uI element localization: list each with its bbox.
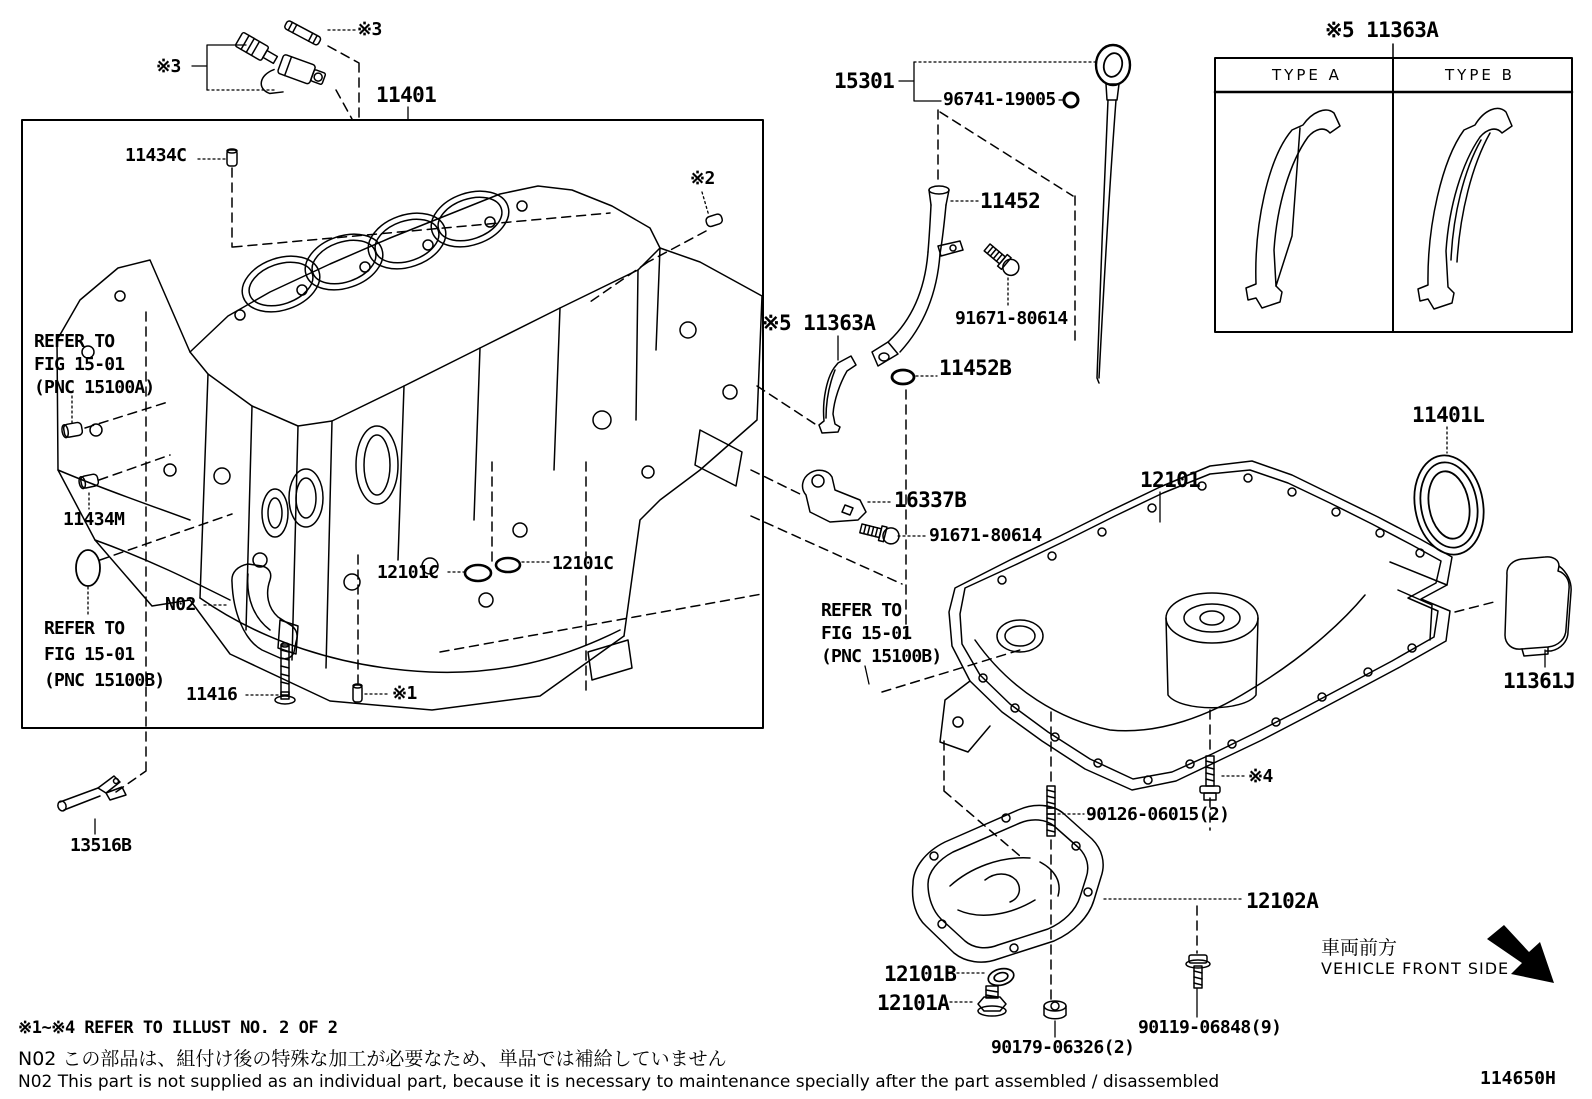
footnote-jp: N02 この部品は、組付け後の特殊な加工が必要なため、単品では補給していません	[18, 1048, 727, 1070]
washer-12101B	[986, 966, 1015, 988]
callout-11401L[interactable]: 11401L	[1412, 403, 1485, 427]
slipper-11363A	[819, 356, 856, 433]
pin-ast2	[705, 213, 723, 227]
callout-11434C[interactable]: 11434C	[125, 145, 187, 166]
refer-note-15100B-left	[44, 616, 164, 694]
refer-note-15100B-right	[821, 599, 941, 668]
comparison-table	[1215, 44, 1572, 332]
callout-ast4[interactable]: ※4	[1248, 766, 1273, 787]
table-header-type-b: TYPE B	[1445, 66, 1515, 84]
refer-a-line3: (PNC 15100A)	[34, 377, 155, 398]
refer-a-line1: REFER TO	[34, 331, 115, 352]
plug-refer-a	[61, 422, 83, 438]
oring-96741	[1064, 93, 1078, 107]
callout-ast3-left[interactable]: ※3	[156, 56, 181, 77]
plug-11434M	[78, 473, 99, 489]
callout-90126-06015[interactable]: 90126-06015(2)	[1086, 804, 1230, 825]
callout-90119-06848[interactable]: 90119-06848(9)	[1138, 1017, 1282, 1038]
gasket-ring-left	[76, 550, 100, 586]
stud-90126	[1047, 786, 1055, 836]
callout-11361J[interactable]: 11361J	[1503, 669, 1576, 693]
seal-11401L	[1407, 450, 1491, 560]
oring-11452B	[892, 370, 914, 384]
callout-12101C-left[interactable]: 12101C	[377, 562, 439, 583]
refer-c-line2: FIG 15-01	[821, 623, 912, 644]
callout-12101B[interactable]: 12101B	[884, 962, 957, 986]
refer-c-line3: (PNC 15100B)	[821, 646, 942, 667]
callout-90179-06326[interactable]: 90179-06326(2)	[991, 1037, 1135, 1058]
callout-12101A[interactable]: 12101A	[877, 991, 950, 1015]
callout-96741-19005[interactable]: 96741-19005	[943, 89, 1056, 110]
refer-b-line1: REFER TO	[44, 618, 125, 639]
callout-ast1[interactable]: ※1	[392, 683, 417, 704]
callout-12101C-right[interactable]: 12101C	[552, 553, 614, 574]
callout-13516B[interactable]: 13516B	[70, 835, 132, 856]
direction-label-en: VEHICLE FRONT SIDE	[1321, 959, 1510, 978]
refer-b-line2: FIG 15-01	[44, 644, 135, 665]
callout-11363A-part[interactable]: ※5 11363A	[762, 311, 876, 335]
pin-11434C	[227, 149, 237, 166]
pin-ast1	[353, 684, 362, 702]
callout-11452[interactable]: 11452	[980, 189, 1041, 213]
nut-90179	[1044, 1001, 1066, 1019]
bolt-91671-b	[859, 521, 901, 546]
oil-pan-12101	[940, 461, 1452, 790]
callout-11401[interactable]: 11401	[376, 83, 437, 107]
callout-91671-80614-b[interactable]: 91671-80614	[929, 525, 1042, 546]
bolt-90119	[1186, 955, 1210, 988]
callout-15301[interactable]: 15301	[834, 69, 895, 93]
dipstick-15301	[1096, 45, 1130, 383]
refer-b-line3: (PNC 15100B)	[44, 670, 165, 691]
nozzle-13516B	[57, 776, 126, 812]
leader-lines-solid	[95, 45, 1545, 1037]
callout-11434M[interactable]: 11434M	[63, 509, 125, 530]
figure-code: 114650H	[1480, 1068, 1556, 1089]
refer-a-line2: FIG 15-01	[34, 354, 125, 375]
refer-c-line1: REFER TO	[821, 600, 902, 621]
callout-16337B[interactable]: 16337B	[894, 488, 967, 512]
refer-note-15100A	[34, 330, 154, 399]
sensor-parts-ast3	[235, 20, 327, 109]
callout-11452B[interactable]: 11452B	[939, 356, 1012, 380]
bracket-16337B	[803, 470, 866, 522]
table-header-type-a: TYPE A	[1272, 66, 1342, 84]
slipper-type-a	[1246, 110, 1340, 308]
direction-label-jp: 車両前方	[1321, 937, 1398, 959]
drain-plug-12101A	[978, 986, 1006, 1016]
bolt-ast4	[1200, 756, 1220, 800]
callout-ast2[interactable]: ※2	[690, 168, 715, 189]
callout-12101[interactable]: 12101	[1140, 468, 1201, 492]
table-title-11363A: ※5 11363A	[1325, 18, 1439, 42]
callout-ast3-right[interactable]: ※3	[357, 19, 382, 40]
oil-pan-12102A	[913, 805, 1104, 962]
slipper-type-b	[1418, 108, 1512, 309]
cover-11361J	[1505, 557, 1571, 656]
guide-tube-11452	[872, 186, 963, 366]
leader-lines-dotted	[72, 30, 1447, 1002]
callout-N02[interactable]: N02	[165, 594, 196, 615]
bolt-91671-a	[982, 241, 1022, 278]
callout-11416[interactable]: 11416	[186, 684, 238, 705]
callout-12102A[interactable]: 12102A	[1246, 889, 1319, 913]
footnote-en: N02 This part is not supplied as an individual part, because it is necessary to maintenance specially after the part assembled / disassembled	[18, 1072, 1220, 1092]
callout-91671-80614-a[interactable]: 91671-80614	[955, 308, 1068, 329]
footnote-refer-illust: ※1~※4 REFER TO ILLUST NO. 2 OF 2	[18, 1018, 338, 1038]
